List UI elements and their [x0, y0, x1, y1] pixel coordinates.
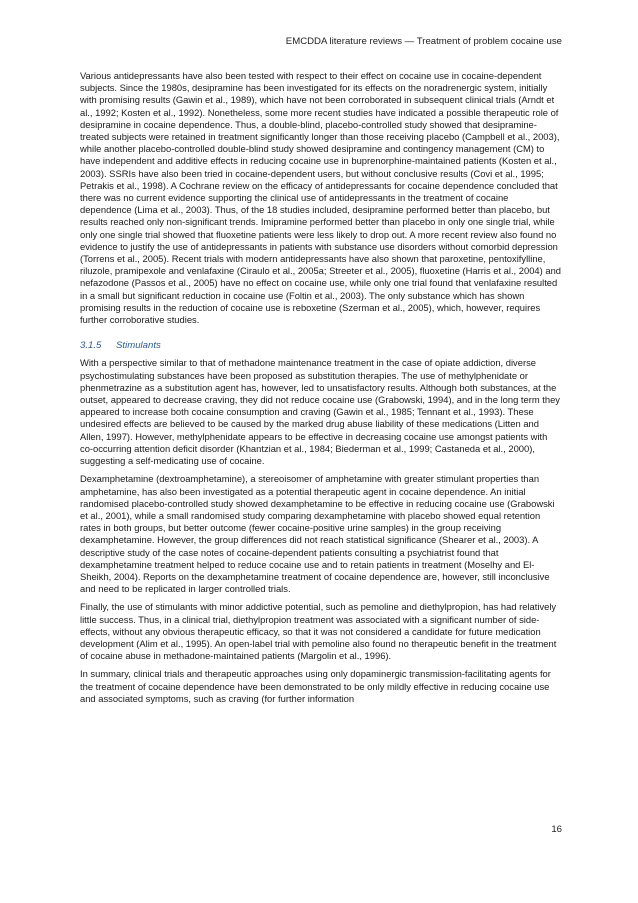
paragraph-minor-stimulants: Finally, the use of stimulants with minor addictive potential, such as pemoline and diethylpropion, has had relatively little success. Thus, in a clinical trial, diethylpropion treatment was associated with a significant number of side-effects, without any obvious therapeutic efficacy, so that it was not considered a candidate for future medication development (Alim et al., 1995). An open-label trial with pemoline also found no therapeutic benefit in the treatment of cocaine abuse in methadone-maintained patients (Margolin et al., 1996). — [80, 601, 557, 662]
paragraph-antidepressants: Various antidepressants have also been tested with respect to their effect on cocaine use in cocaine-dependent subjects. Since the 1980s, desipramine has been investigated for its effects on the noradrenergic system, initially with promising results (Gawin et al., 1989), which have not been corroborated in subsequent clinical trials (Arndt et al., 1992; Kosten et al., 1992). Nonetheless, some more recent studies have indicated a possible therapeutic role of desipramine in cocaine dependence. Thus, a double-blind, placebo-controlled study showed that desipramine-treated subjects were retained in treatment significantly longer than those receiving placebo (Campbell et al., 2003), while another placebo-controlled double-blind study showed desipramine and contingency management (CM) to have independent and additive effects in reducing cocaine use in buprenorphine-maintained patients (Kosten et al., 2003). SSRIs have also been tried in cocaine-dependent users, but without conclusive results (Covi et al., 1995; Petrakis et al., 1998). A Cochrane review on the efficacy of antidepressants for cocaine dependence concluded that there was no current evidence supporting the clinical use of antidepressants in the treatment of cocaine dependence (Lima et al., 2003). Thus, of the 18 studies included, desipramine performed better than placebo, but results reached only non-significant trends. Imipramine performed better than placebo in only one single trial, while only one single trial showed that fluoxetine patients were less likely to drop out. A more recent review also found no evidence to justify the use of antidepressants in patients with substance use disorders without comorbid depression (Torrens et al., 2005). Recent trials with modern antidepressants have also shown that paroxetine, pentoxifylline, riluzole, pramipexole and venlafaxine (Ciraulo et al., 2005a; Streeter et al., 2005), fluoxetine (Harris et al., 2004) and nefazodone (Passos et al., 2005) have no effect on cocaine use, while only one trial found that venlafaxine resulted in a small but significant reduction in cocaine use (Foltin et al., 2003). The only substance which has shown promising results in the reduction of cocaine use is reboxetine (Szerman et al., 2005), which, however, requires further corroborative studies. — [80, 70, 561, 326]
paragraph-stimulants-intro: With a perspective similar to that of methadone maintenance treatment in the case of opiate addiction, diverse psychostimulating substances have been proposed as substitution therapies. The use of methylphenidate or phenmetrazine as a substitution agent has, however, led to unsatisfactory results. Although both substances, at the outset, appeared to decrease craving, they did not reduce cocaine use (Grabowski, 1994), and in the long term they appeared to increase both cocaine consumption and craving (Gawin et al., 1985; Tennant et al., 1993). These undesired effects are believed to be caused by the marked drug abuse liability of these medications (Litten and Allen, 1997). However, methylphenidate appears to be effective in decreasing cocaine use amongst patients with co-occurring attention deficit disorder (Khantzian et al., 1984; Biederman et al., 1999; Castaneda et al., 2000), suggesting a self-medicating use of cocaine. — [80, 357, 560, 467]
section-number: 3.1.5 — [80, 340, 102, 352]
paragraph-dexamphetamine: Dexamphetamine (dextroamphetamine), a stereoisomer of amphetamine with greater stimulant properties than amphetamine, has also been investigated as a potential therapeutic agent in cocaine dependence. An initial randomised placebo-controlled study showed dexamphetamine to be effective in reducing cocaine use (Grabowski et al., 2001), while a small randomised study comparing dexamphetamine with placebo showed equal retention rates in both groups, but better outcome (fewer cocaine-positive urine samples) in the group receiving dexamphetamine. However, the group differences did not reach statistical significance (Shearer et al., 2003). A descriptive study of the case notes of cocaine-dependent patients consulting a psychiatrist found that dexamphetamine treatment helped to reduce cocaine use and to retain patients in treatment (Moselhy and El-Sheikh, 2004). Reports on the dexamphetamine treatment of cocaine dependence are, however, still inconclusive and need to be replicated in larger controlled trials. — [80, 473, 555, 595]
body-text — [80, 70, 562, 711]
section-title: Stimulants — [116, 340, 161, 352]
paragraph-summary: In summary, clinical trials and therapeutic approaches using only dopaminergic transmission-facilitating agents for the treatment of cocaine dependence have been demonstrated to be only mildly effective in reducing cocaine use and associated symptoms, such as craving (for further information — [80, 668, 551, 704]
page-number: 16 — [551, 824, 562, 835]
running-header: EMCDDA literature reviews — Treatment of problem cocaine use — [285, 36, 562, 47]
section-heading — [80, 340, 562, 352]
